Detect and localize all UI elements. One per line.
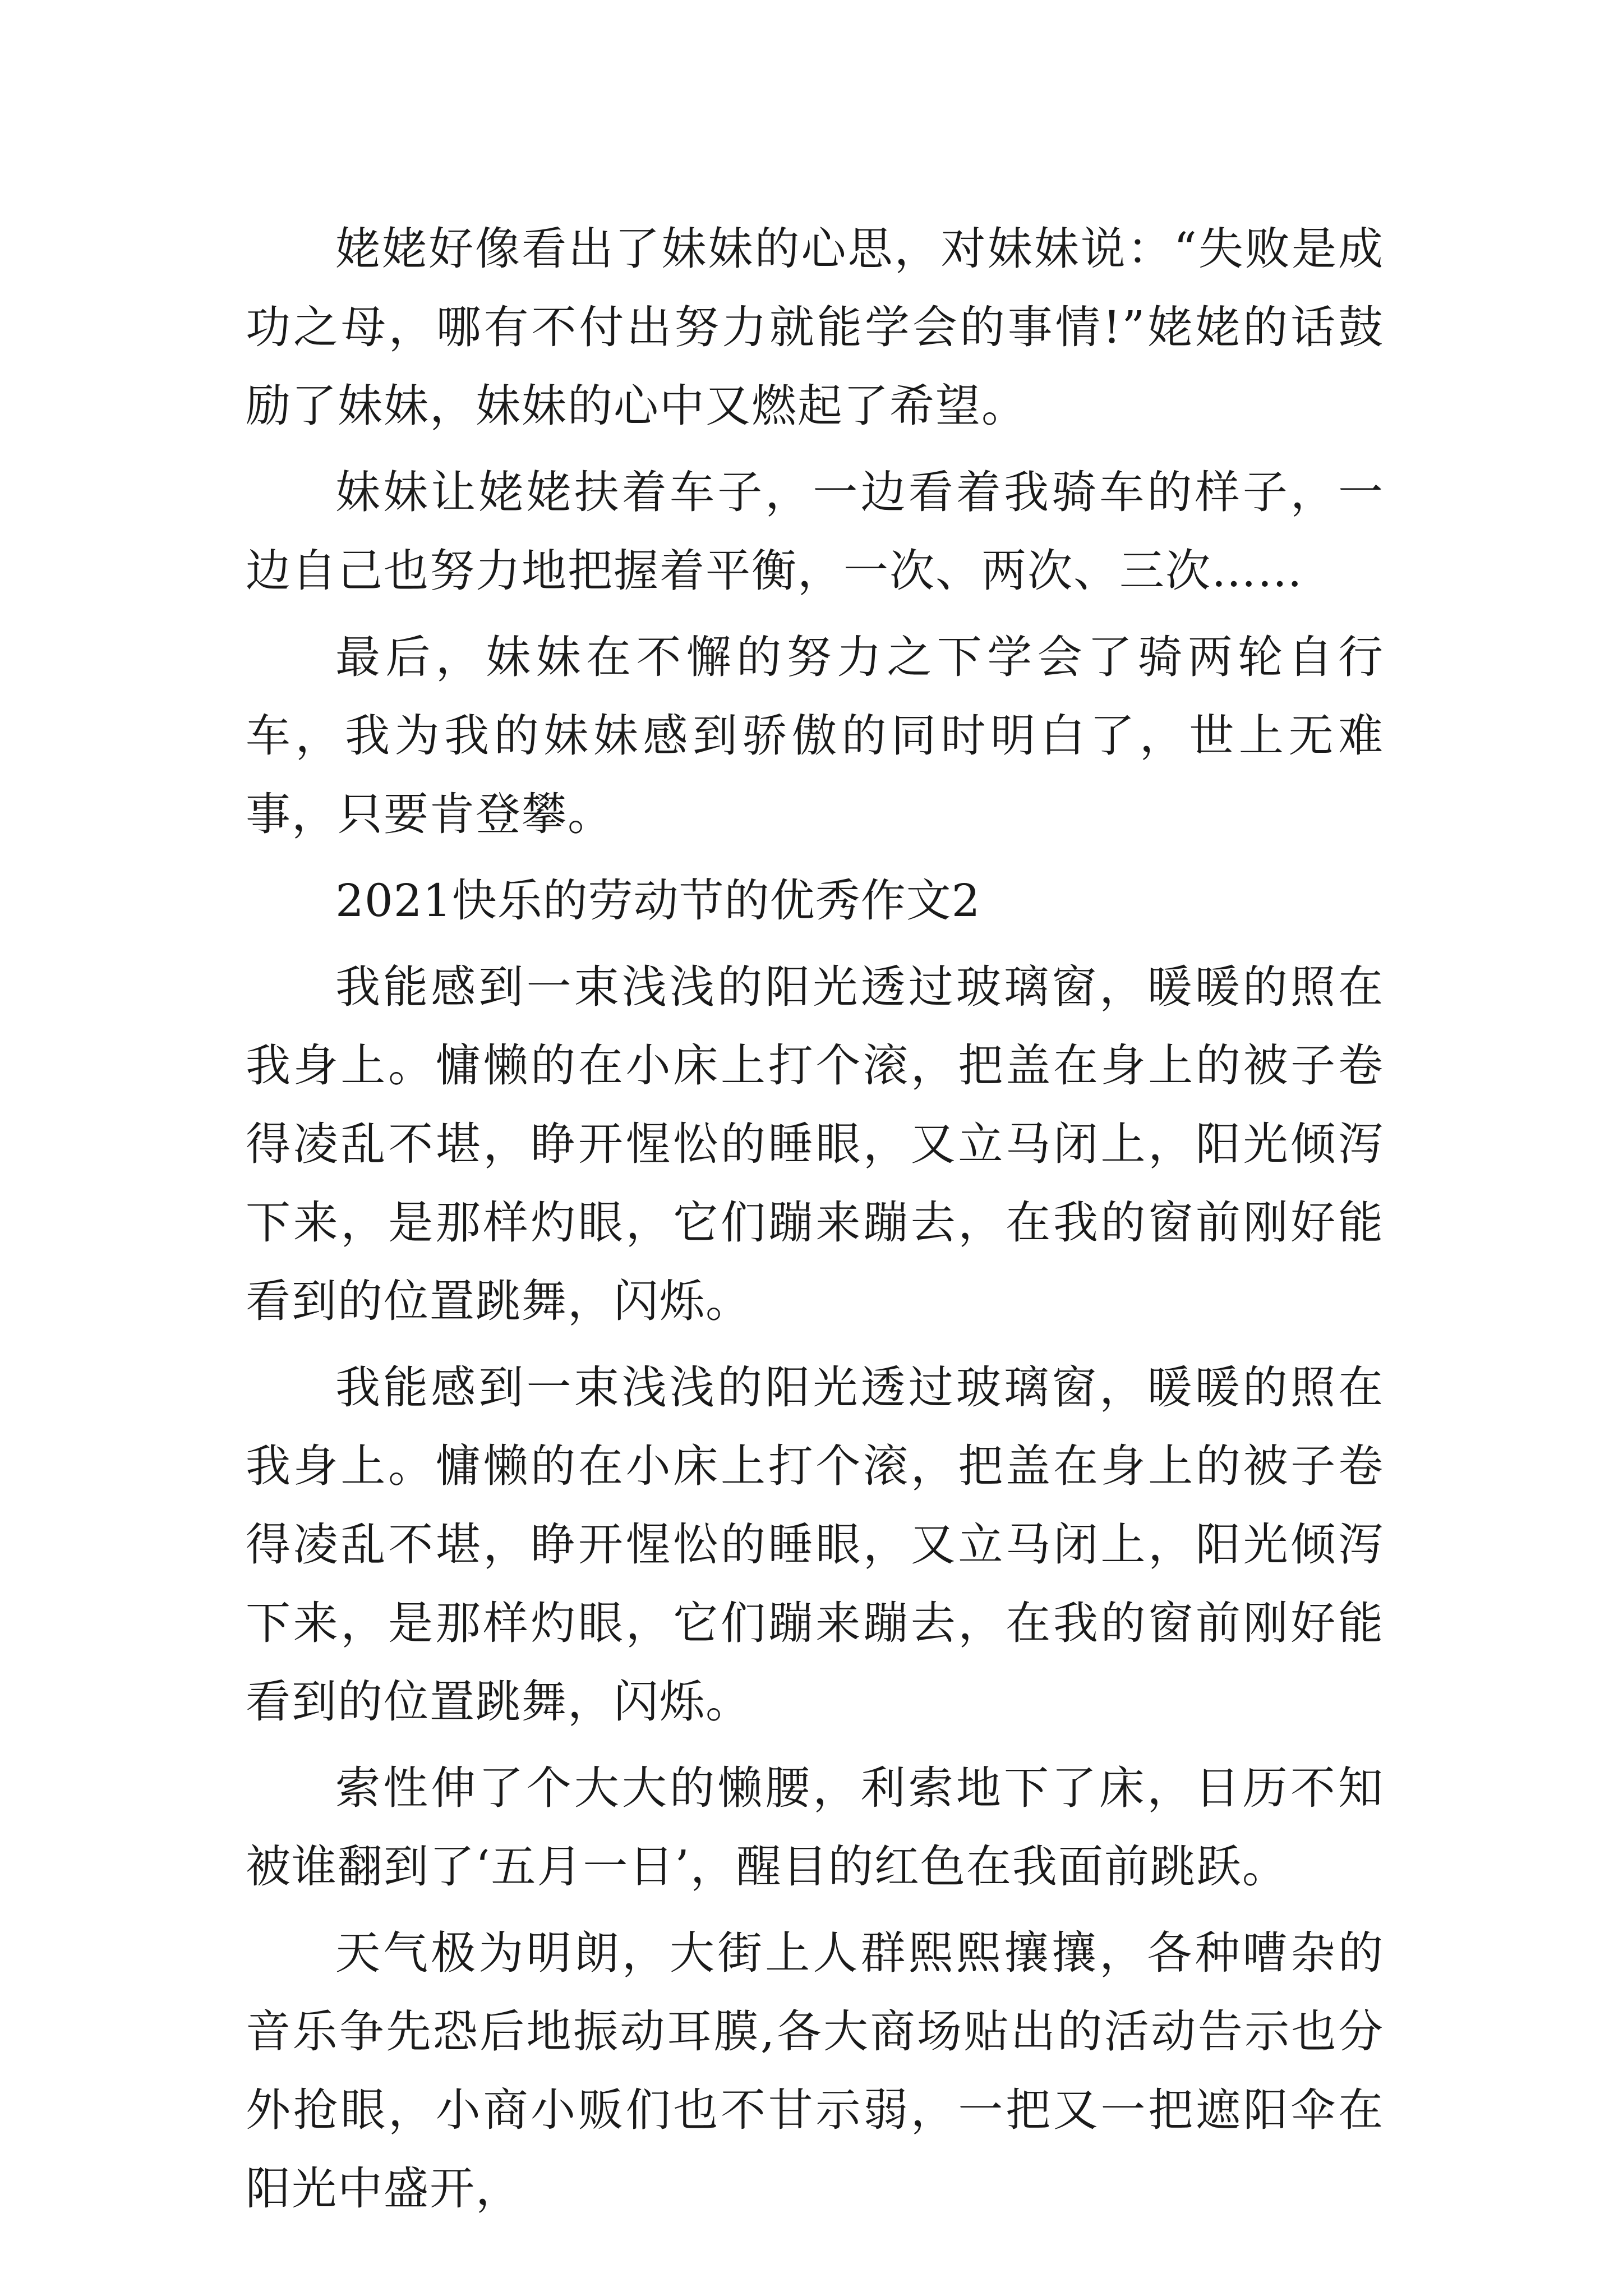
- document-body: [246, 210, 1384, 2236]
- paragraph: 我能感到一束浅浅的阳光透过玻璃窗，暖暖的照在我身上。慵懒的在小床上打个滚，把盖在身上的被子卷得凌乱不堪，睁开惺忪的睡眼，又立马闭上，阳光倾泻下来，是那样灼眼，它们蹦来蹦去，在我的窗前刚好能看到的位置跳舞，闪烁。: [246, 1361, 1384, 1728]
- paragraph: 我能感到一束浅浅的阳光透过玻璃窗，暖暖的照在我身上。慵懒的在小床上打个滚，把盖在身上的被子卷得凌乱不堪，睁开惺忪的睡眼，又立马闭上，阳光倾泻下来，是那样灼眼，它们蹦来蹦去，在我的窗前刚好能看到的位置跳舞，闪烁。: [246, 961, 1384, 1327]
- paragraph: 最后，妹妹在不懈的努力之下学会了骑两轮自行车，我为我的妹妹感到骄傲的同时明白了，世上无难事，只要肯登攀。: [246, 631, 1384, 840]
- paragraph: 天气极为明朗，大街上人群熙熙攘攘，各种嘈杂的音乐争先恐后地振动耳膜,各大商场贴出的活动告示也分外抢眼，小商小贩们也不甘示弱，一把又一把遮阳伞在阳光中盛开，: [246, 1927, 1384, 2215]
- paragraph: 姥姥好像看出了妹妹的心思，对妹妹说：“失败是成功之母，哪有不付出努力就能学会的事情!”姥姥的话鼓励了妹妹，妹妹的心中又燃起了希望。: [246, 223, 1384, 432]
- paragraph: 索性伸了个大大的懒腰，利索地下了床，日历不知被谁翻到了‘五月一日’，醒目的红色在我面前跳跃。: [246, 1762, 1384, 1893]
- section-heading: 2021快乐的劳动节的优秀作文2: [335, 875, 981, 927]
- paragraph: 妹妹让姥姥扶着车子，一边看着我骑车的样子，一边自己也努力地把握着平衡，一次、两次、三次……: [246, 466, 1384, 597]
